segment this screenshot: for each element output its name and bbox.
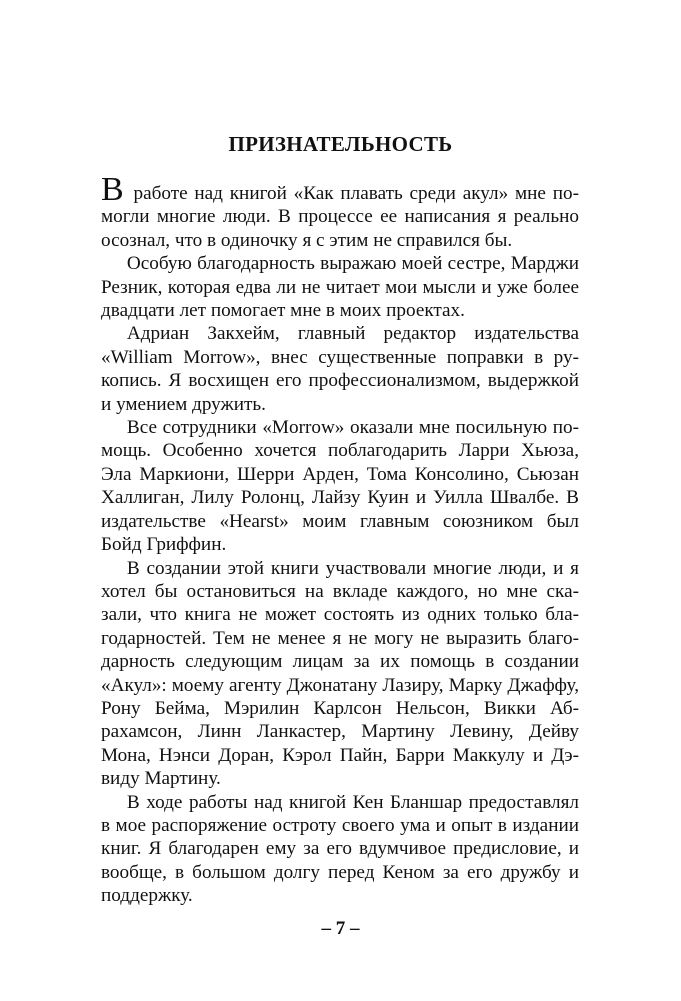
paragraph-3: Адриан Закхейм, главный редактор издательства «William Morrow», внес существенные поправки в рукопись. Я восхищен его профессионализмом, выдержкой и умением дружить. xyxy=(101,323,579,415)
folio-number: 7 xyxy=(335,918,346,939)
page-title: ПРИЗНАТЕЛЬНОСТЬ xyxy=(228,132,453,156)
paragraph-5: В создании этой книги участвовали многие люди, и я хотел бы остановиться на вкладе каждого, но мне сказали, что книга не может состоять из одних только благодарностей. Тем не менее я не могу не выразить благодарность следующим лицам за их помощь в создании «Акул»: моему агенту Джонатану Лазиру, Марку Джаффу, Рону Бейма, Мэрилин Карлсон Нельсон, Викки Абрахамсон, Линн Ланкастер, Мартину Левину, Дейву Мона, Нэнси Доран, Кэрол Пайн, Барри Маккулу и Дэвиду Мартину. xyxy=(101,557,579,790)
paragraph-4: Все сотрудники «Morrow» оказали мне посильную помощь. Особенно хочется поблагодарить Ларри Хьюза, Эла Маркиони, Шерри Арден, Тома Консолино, Сьюзан Халлиган, Лилу Ролонц, Лайзу Куин и Уилла Швалбе. В издательстве «Hearst» моим главным союзником был Бойд Гриффин. xyxy=(101,417,579,556)
folio-left-dash: – xyxy=(321,918,331,939)
paragraph-6: В ходе работы над книгой Кен Бланшар предоставлял в мое распоряжение остроту своего ума и опыт в издании книг. Я благодарен ему за его вдумчивое предисловие, и вообще, в большом долгу перед Кеном за его дружбу и поддержку. xyxy=(101,791,579,907)
folio-right-dash: – xyxy=(350,918,360,939)
drop-cap: В xyxy=(101,171,124,208)
paragraph-1 xyxy=(101,171,579,252)
paragraph-1-text: работе над книгой «Как плавать среди акул» мне помогли многие люди. В процессе ее написания я реально осознал, что в одиночку я с этим не справился бы. xyxy=(101,183,579,251)
body-text xyxy=(101,171,579,908)
paragraph-2: Особую благодарность выражаю моей сестре, Марджи Резник, которая едва ли не читает мои мысли и уже более двадцати лет помогает мне в моих проектах. xyxy=(101,253,579,322)
page-number xyxy=(0,918,681,940)
